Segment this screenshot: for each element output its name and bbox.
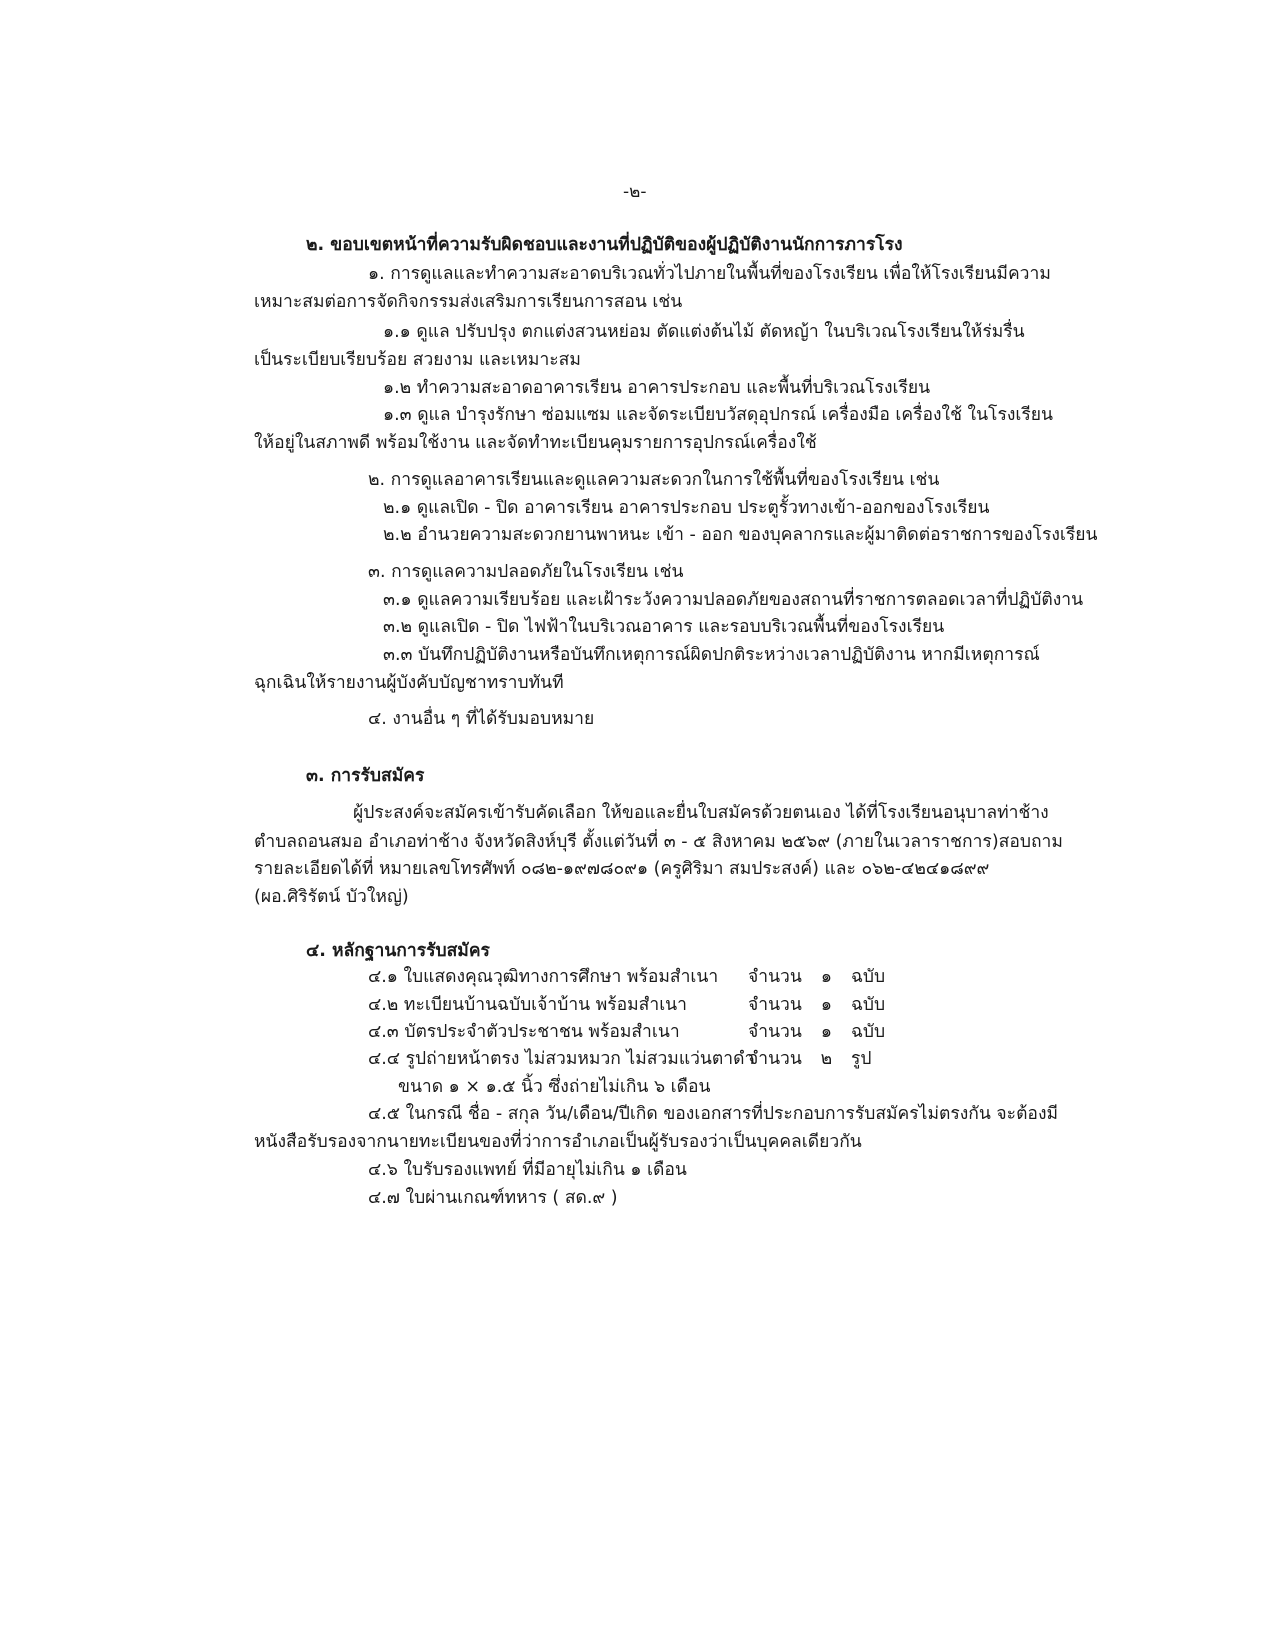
qty-value: ๒ bbox=[820, 1049, 833, 1069]
section2-item2-1: ๒.๑ ดูแลเปิด - ปิด อาคารเรียน อาคารประกอบ ประตูรั้วทางเข้า-ออกของโรงเรียน bbox=[383, 498, 990, 518]
qty-value: ๑ bbox=[820, 967, 832, 987]
section2-heading: ๒. ขอบเขตหน้าที่ความรับผิดชอบและงานที่ปฏิบัติของผู้ปฏิบัติงานนักการภารโรง bbox=[306, 235, 903, 255]
section2-item3: ๓. การดูแลความปลอดภัยในโรงเรียน เช่น bbox=[368, 562, 684, 582]
evidence-row bbox=[368, 1047, 754, 1071]
evidence-row bbox=[368, 993, 687, 1017]
section3-line1: ผู้ประสงค์จะสมัครเข้ารับคัดเลือก ให้ขอและยื่นใบสมัครด้วยตนเอง ได้ที่โรงเรียนอนุบาลท่าช้าง bbox=[353, 803, 1049, 823]
section2-item2-2: ๒.๒ อำนวยความสะดวกยานพาหนะ เข้า - ออก ของบุคลากรและผู้มาติดต่อราชการของโรงเรียน bbox=[383, 525, 1098, 545]
section2-item1-line1: ๑. การดูแลและทำความสะอาดบริเวณทั่วไปภายในพื้นที่ของโรงเรียน เพื่อให้โรงเรียนมีความ bbox=[368, 264, 1051, 284]
qty-value: ๑ bbox=[820, 995, 832, 1015]
evidence-label: ๔.๔ รูปถ่ายหน้าตรง ไม่สวมหมวก ไม่สวมแว่นตาดำ bbox=[368, 1049, 755, 1069]
qty-unit: ฉบับ bbox=[851, 1022, 886, 1042]
section2-item1-1-line2: เป็นระเบียบเรียบร้อย สวยงาม และเหมาะสม bbox=[254, 350, 581, 370]
section2-item3-3-line1: ๓.๓ บันทึกปฏิบัติงานหรือบันทึกเหตุการณ์ผิดปกติระหว่างเวลาปฏิบัติงาน หากมีเหตุการณ์ bbox=[383, 645, 1040, 665]
photo-size-note: ขนาด ๑ × ๑.๕ นิ้ว ซึ่งถ่ายไม่เกิน ๖ เดือน bbox=[398, 1077, 711, 1097]
qty-value: ๑ bbox=[820, 1022, 832, 1042]
section4-item4-7: ๔.๗ ใบผ่านเกณฑ์ทหาร ( สด.๙ ) bbox=[368, 1188, 618, 1208]
qty-unit: รูป bbox=[851, 1049, 872, 1069]
evidence-label: ๔.๓ บัตรประจำตัวประชาชน พร้อมสำเนา bbox=[368, 1022, 680, 1042]
section2-item1-2: ๑.๒ ทำความสะอาดอาคารเรียน อาคารประกอบ และพื้นที่บริเวณโรงเรียน bbox=[383, 378, 931, 398]
page-number: -๒- bbox=[623, 182, 647, 202]
section2-item3-3-line2: ฉุกเฉินให้รายงานผู้บังคับบัญชาทราบทันที bbox=[254, 673, 564, 693]
section2-item1-3-line2: ให้อยู่ในสภาพดี พร้อมใช้งาน และจัดทำทะเบียนคุมรายการอุปกรณ์เครื่องใช้ bbox=[254, 433, 817, 453]
qty-word: จำนวน bbox=[748, 1049, 802, 1069]
evidence-row bbox=[368, 1020, 680, 1044]
section3-line3: รายละเอียดได้ที่ หมายเลขโทรศัพท์ ๐๘๒-๑๙๗๘๐๙๑ (ครูศิริมา สมประสงค์) และ ๐๖๒-๔๒๔๑๘๙๙ bbox=[254, 859, 990, 879]
evidence-label: ๔.๒ ทะเบียนบ้านฉบับเจ้าบ้าน พร้อมสำเนา bbox=[368, 995, 687, 1015]
section3-heading: ๓. การรับสมัคร bbox=[306, 766, 425, 786]
section2-item2: ๒. การดูแลอาคารเรียนและดูแลความสะดวกในการใช้พื้นที่ของโรงเรียน เช่น bbox=[368, 470, 940, 490]
section4-item4-5-line2: หนังสือรับรองจากนายทะเบียนของที่ว่าการอำเภอเป็นผู้รับรองว่าเป็นบุคคลเดียวกัน bbox=[254, 1132, 862, 1152]
evidence-qty bbox=[748, 993, 885, 1017]
qty-unit: ฉบับ bbox=[851, 995, 886, 1015]
section2-item1-line2: เหมาะสมต่อการจัดกิจกรรมส่งเสริมการเรียนการสอน เช่น bbox=[254, 292, 683, 312]
evidence-qty bbox=[748, 1020, 885, 1044]
evidence-qty bbox=[748, 965, 885, 989]
section2-item1-1-line1: ๑.๑ ดูแล ปรับปรุง ตกแต่งสวนหย่อม ตัดแต่งต้นไม้ ตัดหญ้า ในบริเวณโรงเรียนให้ร่มรื่น bbox=[383, 322, 1025, 342]
section2-item4: ๔. งานอื่น ๆ ที่ได้รับมอบหมาย bbox=[368, 709, 595, 729]
section3-line2: ตำบลถอนสมอ อำเภอท่าช้าง จังหวัดสิงห์บุรี ตั้งแต่วันที่ ๓ - ๕ สิงหาคม ๒๕๖๙ (ภายในเวลาราชการ)สอบถาม bbox=[254, 832, 1063, 852]
section2-item3-2: ๓.๒ ดูแลเปิด - ปิด ไฟฟ้าในบริเวณอาคาร และรอบบริเวณพื้นที่ของโรงเรียน bbox=[383, 617, 945, 637]
qty-word: จำนวน bbox=[748, 967, 802, 987]
section4-heading: ๔. หลักฐานการรับสมัคร bbox=[306, 941, 490, 961]
evidence-row bbox=[368, 965, 718, 989]
qty-word: จำนวน bbox=[748, 1022, 802, 1042]
qty-unit: ฉบับ bbox=[851, 967, 886, 987]
section3-line4: (ผอ.ศิริรัตน์ บัวใหญ่) bbox=[254, 887, 409, 907]
section4-item4-6: ๔.๖ ใบรับรองแพทย์ ที่มีอายุไม่เกิน ๑ เดือน bbox=[368, 1160, 687, 1180]
section2-item1-3-line1: ๑.๓ ดูแล บำรุงรักษา ซ่อมแซม และจัดระเบียบวัสดุอุปกรณ์ เครื่องมือ เครื่องใช้ ในโรงเรียน bbox=[383, 405, 1053, 425]
section2-item3-1: ๓.๑ ดูแลความเรียบร้อย และเฝ้าระวังความปลอดภัยของสถานที่ราชการตลอดเวลาที่ปฏิบัติงาน bbox=[383, 590, 1084, 610]
evidence-label: ๔.๑ ใบแสดงคุณวุฒิทางการศึกษา พร้อมสำเนา bbox=[368, 967, 719, 987]
evidence-qty bbox=[748, 1047, 872, 1071]
qty-word: จำนวน bbox=[748, 995, 802, 1015]
section4-item4-5-line1: ๔.๕ ในกรณี ชื่อ - สกุล วัน/เดือน/ปีเกิด ของเอกสารที่ประกอบการรับสมัครไม่ตรงกัน จะต้องมี bbox=[368, 1104, 1059, 1124]
